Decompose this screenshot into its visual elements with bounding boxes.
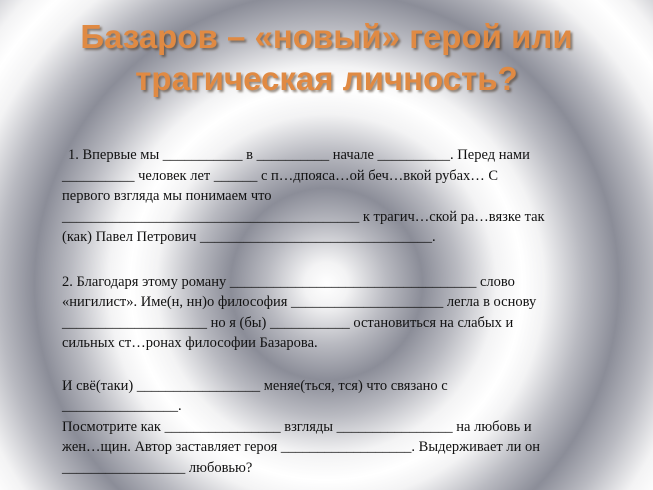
text-line: сильных ст…ронах философии Базарова.: [62, 335, 318, 351]
text-line: «нигилист». Име(н, нн)о философия _____________________ легла в основу: [62, 294, 537, 310]
text-line: 1. Впервые мы ___________ в __________ начале __________. Перед нами: [68, 147, 530, 163]
text-line: жен…щин. Автор заставляет героя __________________. Выдерживает ли он: [62, 439, 541, 455]
text-line: __________ человек лет ______ с п…дпояса…ой беч…вкой рубах… С: [62, 167, 499, 184]
text-line: ________________.: [62, 398, 182, 414]
text-line: ____________________ но я (бы) ___________ остановиться на слабых и: [62, 314, 514, 331]
text-line: Посмотрите как ________________ взгляды ________________ на любовь и: [62, 418, 532, 435]
text-line: первого взгляда мы понимаем что: [62, 188, 272, 204]
exercise-item-2: [62, 272, 622, 354]
text-line: _________________ любовью?: [62, 459, 253, 476]
exercise-item-1: [62, 145, 622, 248]
title-line-1: Базаров – «новый» герой или: [80, 18, 573, 55]
exercise-item-3: [62, 376, 622, 479]
text-line: (как) Павел Петрович ________________________________.: [62, 229, 436, 245]
slide-body: [62, 145, 622, 478]
text-line: И свё(таки) _________________ меняе(ться, тся) что связано с: [62, 377, 448, 394]
text-line: _________________________________________ к трагич…ской ра…вязке так: [62, 208, 545, 225]
slide-title: [0, 16, 653, 100]
text-line: 2. Благодаря этому роману __________________________________ слово: [62, 273, 515, 290]
title-line-2: трагическая личность?: [135, 60, 518, 97]
